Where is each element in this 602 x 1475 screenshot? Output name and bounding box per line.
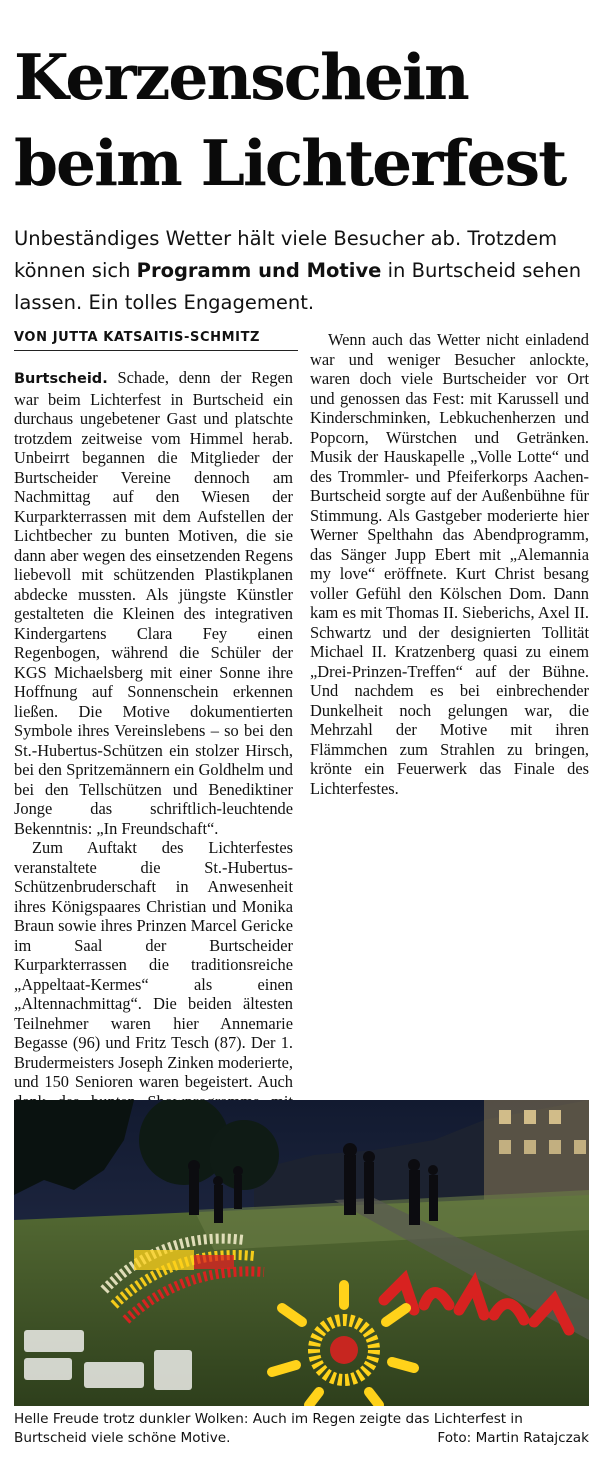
subheadline-part-2: in Burtscheid sehen lassen. Ein tolles Engagement. (14, 259, 582, 314)
headline-line-2: beim Lichterfest (14, 126, 566, 200)
paragraph-3 (310, 330, 589, 798)
subheadline-bold: Programm und Motive (136, 259, 382, 282)
photo-credit: Foto: Martin Ratajczak (437, 1430, 589, 1446)
headline (14, 34, 594, 206)
article-column-right (310, 330, 589, 798)
photo-caption (14, 1410, 589, 1448)
paragraph-1-text: Schade, denn der Regen war beim Lichterfest in Burtscheid ein durchaus ungebetener Gast und platschte trotzdem zeitweise vom Himmel herab. Unbeirrt begannen die Mitglieder der Burtscheider Vereine dennoch am Nachmittag auf den Wiesen der Kurparkterrassen mit dem Aufstellen der Lichtbecher zu bunten Motiven, die sie dann aber wegen des einsetzenden Regens liebevoll mit schützenden Plastikplanen abdecke mussten. Als jüngste Künstler gestalteten die Kleinen des integrativen Kindergartens Clara Fey einen Regenbogen, während die Schüler der KGS Michaelsberg mit einer Sonne ihre Hoffnung auf Sonnenschein erkennen ließen. Die Motive dokumentierten Symbole ihres Vereinslebens – so bei den St.-Hubertus-Schützen ein stolzer Hirsch, bei den Spritzemännern ein Goldhelm und bei den Tellschützen und Benediktiner Jonge das schriftlich-leuchtende Bekenntnis: „In Freundschaft“. (14, 368, 293, 838)
subheadline (14, 223, 596, 319)
subheadline-part-1: Unbeständiges Wetter hält viele Besucher ab. Trotzdem können sich (14, 227, 558, 282)
headline-line-1: Kerzenschein (14, 40, 468, 114)
photo-illustration (14, 1100, 589, 1406)
byline: VON JUTTA KATSAITIS-SCHMITZ (14, 330, 298, 351)
paragraph-1 (14, 368, 293, 838)
dateline: Burtscheid. (14, 371, 108, 387)
article-column-left (14, 368, 293, 1189)
event-photo (14, 1100, 589, 1406)
paragraph-3-text: Wenn auch das Wetter nicht einladend war und weniger Besucher anlockte, waren doch viele Burtscheider vor Ort und genossen das Fest: mit Karussell und Kinderschminken, Lebkuchenherzen und Popcorn, Würstchen und Getränken. Musik der Hauskapelle „Volle Lotte“ und des Trommler- und Pfeiferkorps Aachen-Burtscheid sorgte auf der Außenbühne für Stimmung. Als Gastgeber moderierte hier Werner Spelthahn das Abendprogramm, das Sänger Jupp Ebert mit „Alemannia my love“ eröffnete. Kurt Christ besang voller Gefühl den Kölschen Dom. Dann kam es mit Thomas II. Sieberichs, Axel II. Schwartz und der designierten Tollität Michael II. Kratzenberg quasi zu einem „Drei-Prinzen-Treffen“ auf der Bühne. Und nachdem es bei einbrechender Dunkelheit noch gelungen war, die Mehrzahl der Motive mit ihren Flämmchen zum Strahlen zu bringen, krönte ein Feuerwerk das Finale des Lichterfestes. (310, 330, 589, 798)
caption-text: Helle Freude trotz dunkler Wolken: Auch im Regen zeigte das Lichterfest in Burtscheid viele schöne Motive. (14, 1411, 523, 1446)
paragraph-2-text: Zum Auftakt des Lichterfestes veranstaltete die St.-Hubertus-Schützenbruderschaft in Anwesenheit ihres Königspaares Christian und Monika Braun sowie ihres Prinzen Marcel Gericke im Saal der Burtscheider Kurparkterrassen die traditionsreiche „Appeltaat-Kermes“ als einen „Altennachmittag“. Die beiden ältesten Teilnehmer waren hier Annemarie Begasse (96) und Fritz Tesch (87). Der 1. Brudermeisters Joseph Zinken moderierte, und 150 Senioren waren begeistert. Auch (14, 838, 293, 1091)
